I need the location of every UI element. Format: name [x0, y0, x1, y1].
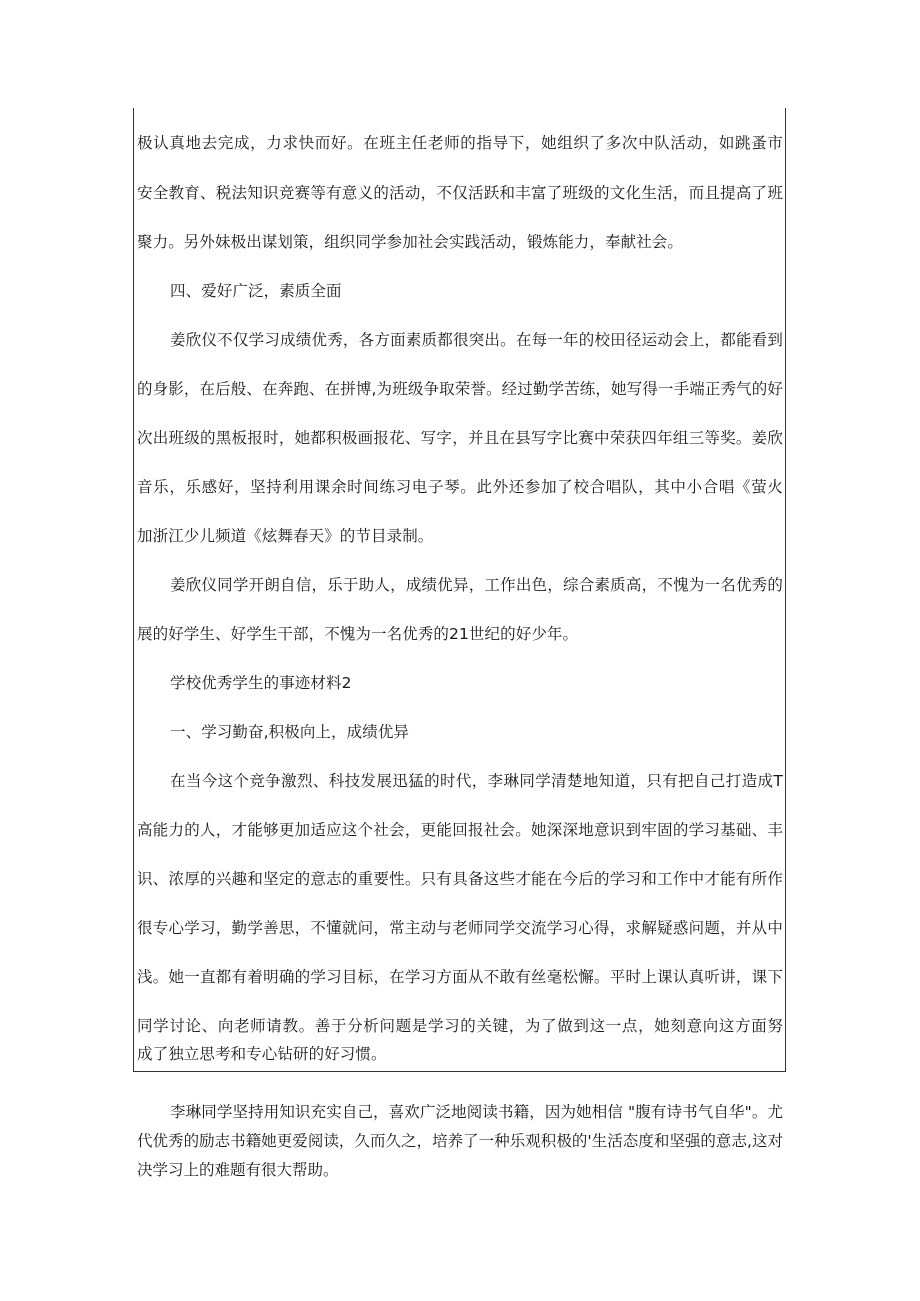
section-heading-1: 一、学习勤奋,积极向上，成绩优异 [170, 723, 410, 741]
paragraph-2-line-2: 的身影，在后般、在奔跑、在拼博,为班级争取荣誉。经过勤学苦练，她写得一手端正秀气的好 [137, 380, 783, 398]
paragraph-2-line-5: 加浙江少儿频道《炫舞春天》的节目录制。 [137, 527, 434, 545]
paragraph-1-line-2: 安全教育、税法知识竞赛等有意义的活动，不仅活跃和丰富了班级的文化生活，而且提高了班 [137, 184, 783, 202]
paragraph-3-line-2: 展的好学生、好学生干部，不愧为一名优秀的21世纪的好少年。 [137, 625, 579, 643]
paragraph-2-line-4: 音乐，乐感好，坚持利用课余时间练习电子琴。此外还参加了校合唱队，其中小合唱《萤火 [137, 478, 783, 496]
paragraph-5-line-3: 决学习上的难题有很大帮助。 [137, 1161, 339, 1179]
paragraph-2-line-3: 次出班级的黑板报时，她都积极画报花、写字，并且在县写字比赛中荣获四年组三等奖。姜欣 [137, 429, 783, 447]
paragraph-1-line-3: 聚力。另外妹极出谋划策，组织同学参加社会实践活动，锻炼能力，奉献社会。 [137, 233, 684, 251]
paragraph-4-line-5: 浅。她一直都有着明确的学习目标，在学习方面从不敢有丝毫松懈。平时上课认真听讲，课下 [137, 968, 783, 986]
paragraph-4-line-3: 识、浓厚的兴趣和坚定的意志的重要性。只有具备这些才能在今后的学习和工作中才能有所作 [137, 870, 783, 888]
paragraph-4-line-2: 高能力的人，才能够更加适应这个社会，更能回报社会。她深深地意识到牢固的学习基础、丰 [137, 821, 783, 839]
paragraph-2-line-1: 姜欣仪不仅学习成绩优秀，各方面素质都很突出。在每一年的校田径运动会上，都能看到 [170, 331, 783, 349]
paragraph-5-line-2: 代优秀的励志书籍她更爱阅读，久而久之，培养了一种乐观积极的'生活态度和坚强的意志,这对 [137, 1132, 783, 1150]
paragraph-4-line-4: 很专心学习，勤学善思，不懂就问，常主动与老师同学交流学习心得，求解疑惑问题，并从中 [137, 919, 783, 937]
paragraph-5-line-1: 李琳同学坚持用知识充实自己，喜欢广泛地阅读书籍，因为她相信 "腹有诗书气自华"。尤 [170, 1103, 783, 1121]
paragraph-1-line-1: 极认真地去完成，力求快而好。在班主任老师的指导下，她组织了多次中队活动，如跳蚤市 [137, 134, 783, 152]
section-heading-4: 四、爱好广泛，素质全面 [170, 282, 342, 300]
section-title: 学校优秀学生的事迹材料2 [170, 674, 352, 692]
paragraph-3-line-1: 姜欣仪同学开朗自信，乐于助人，成绩优异，工作出色，综合素质高，不愧为一名优秀的 [170, 576, 783, 594]
paragraph-4-line-6: 同学讨论、向老师请教。善于分析问题是学习的关键，为了做到这一点，她刻意向这方面努 [137, 1017, 783, 1035]
paragraph-4-line-7: 成了独立思考和专心钻研的好习惯。 [137, 1045, 387, 1063]
paragraph-4-line-1: 在当今这个竞争激烈、科技发展迅猛的时代，李琳同学清楚地知道，只有把自己打造成T [170, 772, 783, 790]
